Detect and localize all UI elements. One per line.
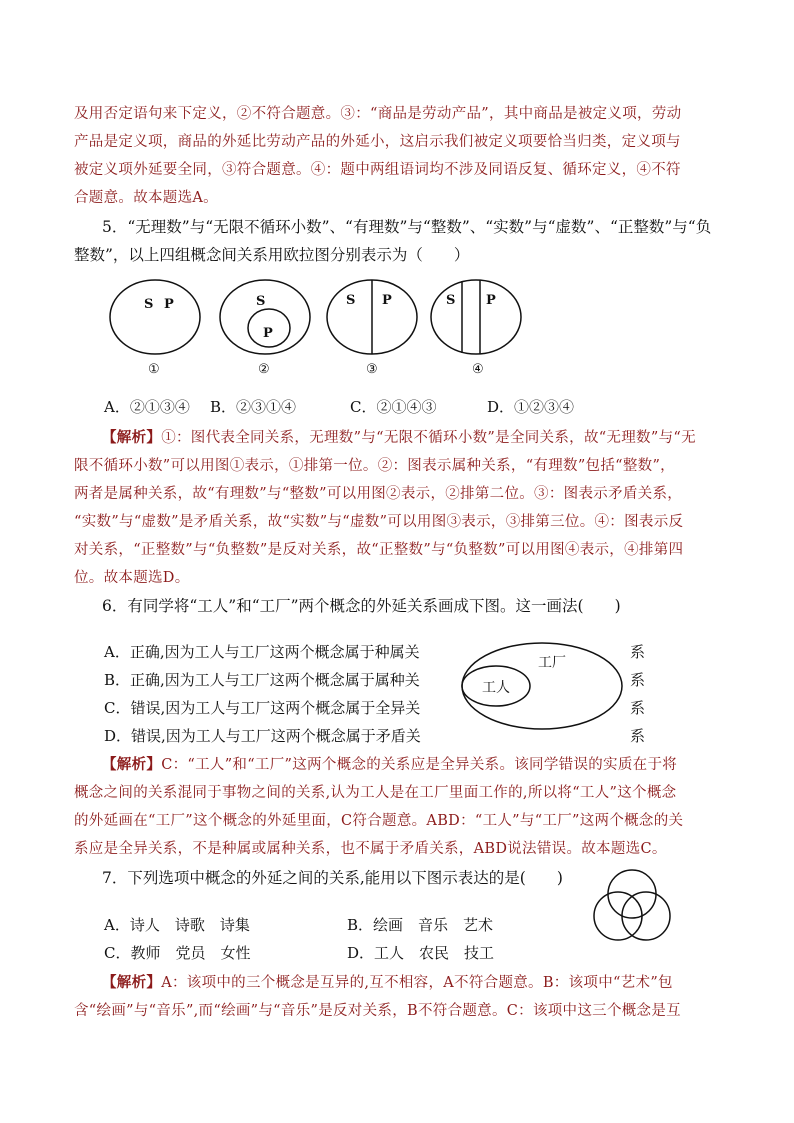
- worker-label: 工人: [482, 680, 510, 696]
- question-stem: 7．下列选项中概念的外延之间的关系,能用以下图示表达的是( ): [102, 869, 563, 887]
- option-c: C．错误,因为工人与工厂这两个概念属于全异关: [104, 699, 421, 717]
- option-c: C．教师 党员 女性: [104, 944, 251, 962]
- analysis-line: 【解析】①：图代表全同关系，无理数”与“无限不循环小数”是全同关系，故“无理数”与“无: [102, 429, 696, 446]
- answer-line: 被定义项外延要全同，③符合题意。④：题中两组语词均不涉及同语反复、循环定义，④不符: [74, 162, 681, 178]
- analysis-tag: 【解析】: [102, 429, 162, 446]
- diagram-1-p: P: [164, 297, 174, 312]
- question-stem: 6．有同学将“工人”和“工厂”两个概念的外延关系画成下图。这一画法( ): [102, 597, 621, 615]
- diagram-3-number: ③: [366, 362, 378, 377]
- right-circle: [622, 892, 670, 940]
- option-c: C．②①④③: [350, 398, 437, 416]
- diagram-2-outer-circle: [220, 280, 310, 354]
- option-b: B．绘画 音乐 艺术: [347, 916, 494, 934]
- option-d: D．工人 农民 技工: [347, 944, 495, 962]
- analysis-tag: 【解析】: [102, 974, 162, 991]
- analysis-line: 系应是全异关系，不是种属或属种关系，也不属于矛盾关系，ABD说法错误。故本题选C。: [74, 841, 667, 857]
- three-circle-diagram: [588, 866, 678, 946]
- analysis-line: 限不循环小数”可以用图①表示，①排第一位。②：图表示属种关系，“有理数”包括“整数”，: [74, 458, 675, 474]
- diagram-3-s: S: [346, 293, 356, 308]
- diagram-1-s: S: [144, 297, 154, 312]
- option-a-tail: 系: [630, 643, 646, 661]
- analysis-line: 概念之间的关系混同于事物之间的关系,认为工人是在工厂里面工作的,所以将“工人”这个概念: [74, 785, 677, 801]
- option-b-tail: 系: [630, 671, 646, 689]
- question-stem: 整数”，以上四组概念间关系用欧拉图分别表示为（ ）: [74, 246, 470, 264]
- diagram-4-p: P: [486, 293, 496, 308]
- diagram-2-s: S: [256, 294, 266, 309]
- diagram-1-circle: [110, 280, 200, 354]
- factory-label: 工厂: [538, 655, 566, 671]
- euler-diagrams-q5: [100, 272, 540, 382]
- diagram-4-s: S: [446, 293, 456, 308]
- option-d: D．①②③④: [487, 398, 575, 416]
- option-a: A．②①③④: [104, 398, 190, 416]
- option-d: D．错误,因为工人与工厂这两个概念属于矛盾关: [104, 727, 421, 745]
- answer-line: 合题意。故本题选A。: [74, 190, 218, 206]
- option-a: A．诗人 诗歌 诗集: [104, 916, 250, 934]
- analysis-line: 【解析】A：该项中的三个概念是互异的,互不相容，A不符合题意。B：该项中“艺术”包: [102, 974, 673, 991]
- diagram-1-number: ①: [148, 362, 160, 377]
- answer-line: 产品是定义项，商品的外延比劳动产品的外延小，这启示我们被定义项要恰当归类，定义项与: [74, 134, 681, 150]
- analysis-line: 对关系，“正整数”与“负整数”是反对关系，故“正整数”与“负整数”可以用图④表示，④排第四: [74, 542, 684, 558]
- option-b: B．②③①④: [210, 398, 297, 416]
- option-a: A．正确,因为工人与工厂这两个概念属于种属关: [104, 643, 420, 661]
- top-circle: [608, 870, 656, 918]
- option-b: B．正确,因为工人与工厂这两个概念属于属种关: [104, 671, 420, 689]
- analysis-tag: 【解析】: [102, 756, 162, 773]
- option-d-tail: 系: [630, 727, 646, 745]
- diagram-3-p: P: [382, 293, 392, 308]
- analysis-line: 【解析】C：“工人”和“工厂”这两个概念的关系应是全异关系。该同学错误的实质在于将: [102, 756, 678, 773]
- option-c-tail: 系: [630, 699, 646, 717]
- diagram-4-number: ④: [472, 362, 484, 377]
- analysis-line: “实数”与“虚数”是矛盾关系，故“实数”与“虚数”可以用图③表示，③排第三位。④：图表示反: [74, 514, 684, 530]
- analysis-line: 两者是属种关系，故“有理数”与“整数”可以用图②表示，②排第二位。③：图表示矛盾关系，: [74, 486, 683, 502]
- analysis-line: 位。故本题选D。: [74, 570, 190, 586]
- question-stem: 5．“无理数”与“无限不循环小数”、“有理数”与“整数”、“实数”与“虚数”、“正整数”与“负: [102, 218, 712, 236]
- diagram-2-number: ②: [258, 362, 270, 377]
- diagram-2-p: P: [263, 326, 273, 341]
- answer-line: 及用否定语句来下定义，②不符合题意。③：“商品是劳动产品”，其中商品是被定义项，劳动: [74, 106, 682, 122]
- worker-factory-diagram: [458, 638, 628, 738]
- diagram-4-circle: [431, 280, 521, 354]
- left-circle: [594, 892, 642, 940]
- analysis-line: 含“绘画”与“音乐”,而“绘画”与“音乐”是反对关系，B不符合题意。C：该项中这三个概念是互: [74, 1003, 681, 1019]
- analysis-line: 的外延画在“工厂”这个概念的外延里面，C符合题意。ABD：“工人”与“工厂”这两个概念的关: [74, 813, 684, 829]
